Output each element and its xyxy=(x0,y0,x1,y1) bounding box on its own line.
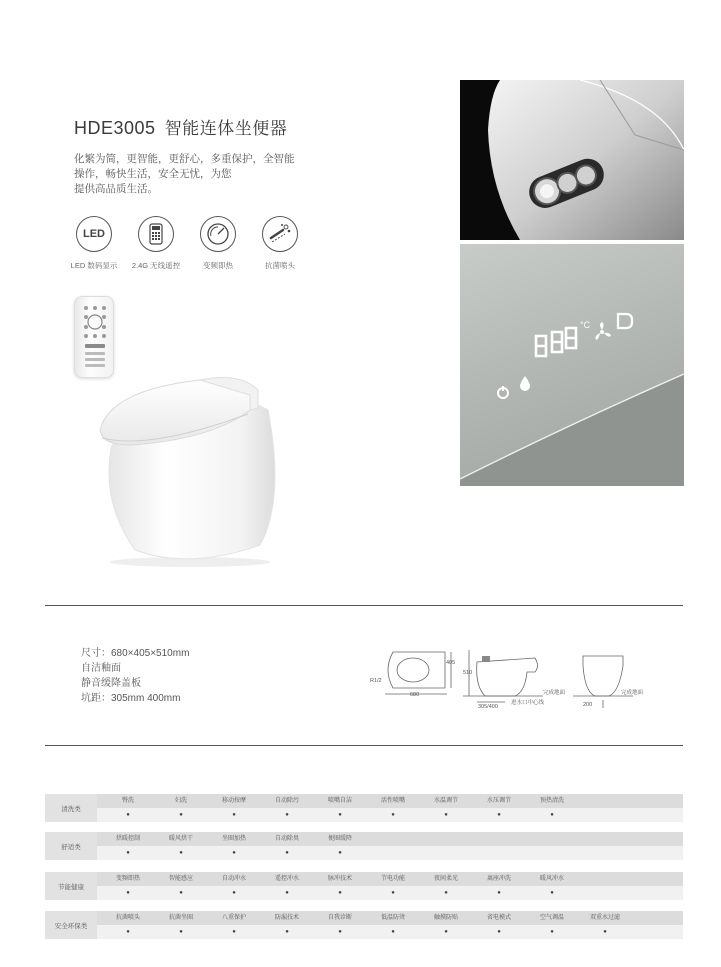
feature-cell xyxy=(472,872,526,900)
feature-cell xyxy=(313,872,367,900)
feature-name: 脉冲技术 xyxy=(327,876,352,882)
feature-name: 活性喷嘴 xyxy=(380,798,405,804)
feature-name: 移动按摩 xyxy=(221,798,246,804)
diagram-label: 完成地面 xyxy=(621,690,644,696)
feature-name: 水温调节 xyxy=(433,798,458,804)
diagram-label: 完成地面 xyxy=(543,690,566,696)
feature-label: 变频即热 xyxy=(203,261,233,270)
feature-name: 暖风冲水 xyxy=(539,876,564,882)
diagram-label: 405 xyxy=(446,660,456,666)
category-label: 节能健康 xyxy=(45,872,97,900)
feature-cell xyxy=(419,911,473,939)
spec-lid: 静音缓降盖板 xyxy=(81,678,141,689)
feature-cell xyxy=(313,832,367,860)
diagram-label: 680 xyxy=(410,692,420,698)
gauge-icon xyxy=(200,216,236,252)
feature-cell xyxy=(207,794,261,822)
feature-name: 变频即热 xyxy=(115,876,140,882)
spec-rough-in: 坑距：305mm 400mm xyxy=(81,693,181,704)
feature-dot: ● xyxy=(550,890,554,896)
feature-name: 低温防烫 xyxy=(380,915,405,921)
feature-dot: ● xyxy=(285,890,289,896)
diagram-label: 进水口中心线 xyxy=(511,700,545,706)
specifications xyxy=(81,646,189,706)
feature-cell xyxy=(101,872,155,900)
feature-dot: ● xyxy=(338,812,342,818)
feature-name: 喷嘴自洁 xyxy=(327,798,352,804)
feature-cell xyxy=(101,832,155,860)
feature-name: 妇洗 xyxy=(174,798,187,804)
feature-dot: ● xyxy=(444,929,448,935)
feature-cell xyxy=(207,911,261,939)
feature-dot: ● xyxy=(603,929,607,935)
feature-name: 预热清洗 xyxy=(539,798,564,804)
feature-name: 水压调节 xyxy=(486,798,511,804)
feature-dot: ● xyxy=(550,929,554,935)
technical-drawings xyxy=(365,636,665,712)
feature-cell xyxy=(154,911,208,939)
feature-dot: ● xyxy=(126,812,130,818)
feature-dot: ● xyxy=(497,890,501,896)
feature-cell xyxy=(101,794,155,822)
feature-name: 自动除臭 xyxy=(274,836,299,842)
feature-inverter xyxy=(186,216,250,271)
feature-cell xyxy=(260,832,314,860)
feature-name: 自动除污 xyxy=(274,798,299,804)
diagram-label: R1/2 xyxy=(370,678,382,684)
feature-name: 空气调温 xyxy=(539,915,564,921)
feature-name: 触摸防贴 xyxy=(433,915,458,921)
category-label: 舒适类 xyxy=(45,832,97,860)
feature-led xyxy=(62,216,126,271)
feature-cell xyxy=(578,911,632,939)
feature-dot: ● xyxy=(338,890,342,896)
feature-dot: ● xyxy=(179,890,183,896)
feature-dot: ● xyxy=(497,929,501,935)
feature-cell xyxy=(366,794,420,822)
feature-dot: ● xyxy=(338,929,342,935)
feature-name: 烘暖控制 xyxy=(115,836,140,842)
feature-dot: ● xyxy=(232,890,236,896)
remote-control-icon xyxy=(138,216,174,252)
feature-name: 防漏技术 xyxy=(274,915,299,921)
feature-name: 八重保护 xyxy=(221,915,246,921)
feature-cell xyxy=(154,872,208,900)
divider-line xyxy=(45,605,683,606)
feature-cell xyxy=(260,794,314,822)
intro-line: 提供高品质生活。 xyxy=(74,183,158,195)
feature-cell xyxy=(525,872,579,900)
feature-name: 自我诊断 xyxy=(327,915,352,921)
feature-name: 智能感应 xyxy=(168,876,193,882)
control-buttons-photo xyxy=(460,80,684,240)
feature-cell xyxy=(154,794,208,822)
feature-dot: ● xyxy=(550,812,554,818)
feature-cell xyxy=(366,872,420,900)
feature-row-safety xyxy=(45,911,683,939)
feature-name: 抗菌喷头 xyxy=(115,915,140,921)
feature-cell xyxy=(260,872,314,900)
feature-cell xyxy=(419,794,473,822)
feature-name: 夜间柔光 xyxy=(433,876,458,882)
feature-dot: ● xyxy=(338,850,342,856)
feature-dot: ● xyxy=(285,812,289,818)
feature-name: 臀洗 xyxy=(121,798,134,804)
feature-dot: ● xyxy=(232,850,236,856)
feature-name: 遥控冲水 xyxy=(274,876,299,882)
antibacterial-nozzle-icon xyxy=(262,216,298,252)
product-title xyxy=(74,114,287,139)
svg-text:°C: °C xyxy=(580,320,591,330)
feature-cell xyxy=(313,911,367,939)
category-label: 安全环保类 xyxy=(45,911,97,939)
spec-size: 尺寸：680×405×510mm xyxy=(81,648,190,659)
feature-dot: ● xyxy=(285,850,289,856)
feature-cell xyxy=(472,911,526,939)
feature-icons xyxy=(62,216,312,276)
feature-cell xyxy=(207,872,261,900)
product-name: 智能连体坐便器 xyxy=(164,119,288,138)
feature-name: 暖风烘干 xyxy=(168,836,193,842)
feature-name: 抗菌坐圈 xyxy=(168,915,193,921)
spec-glaze: 自洁釉面 xyxy=(81,663,121,674)
feature-cell xyxy=(207,832,261,860)
diagram-label: 510 xyxy=(463,670,473,676)
intro-line: 操作，畅快生活，安全无忧，为您 xyxy=(74,168,232,180)
feature-label: 抗菌喷头 xyxy=(265,261,295,270)
feature-nozzle xyxy=(248,216,312,271)
feature-dot: ● xyxy=(391,812,395,818)
feature-dot: ● xyxy=(444,890,448,896)
feature-label: 2.4G 无线遥控 xyxy=(131,261,181,270)
led-icon: LED xyxy=(76,216,112,252)
feature-dot: ● xyxy=(391,890,395,896)
feature-dot: ● xyxy=(232,812,236,818)
feature-remote xyxy=(124,216,188,271)
feature-name: 节电功能 xyxy=(380,876,405,882)
feature-label: LED 数码显示 xyxy=(70,261,118,270)
feature-dot: ● xyxy=(444,812,448,818)
intro-text xyxy=(74,152,304,197)
feature-row-comfort xyxy=(45,832,683,860)
feature-name: 省电模式 xyxy=(486,915,511,921)
feature-cell xyxy=(525,794,579,822)
diagram-label: 305/400 xyxy=(478,704,498,710)
feature-name: 自动冲水 xyxy=(221,876,246,882)
feature-name: 双重水过滤 xyxy=(589,915,620,921)
feature-row-energy xyxy=(45,872,683,900)
feature-cell xyxy=(260,911,314,939)
toilet-product-image xyxy=(90,350,290,570)
led-display-photo xyxy=(460,244,684,486)
feature-dot: ● xyxy=(391,929,395,935)
feature-dot: ● xyxy=(179,929,183,935)
feature-cell xyxy=(101,911,155,939)
feature-dot: ● xyxy=(285,929,289,935)
feature-name: 便圈缓降 xyxy=(327,836,352,842)
feature-cell xyxy=(472,794,526,822)
model-number: HDE3005 xyxy=(74,118,156,138)
intro-line: 化繁为简，更智能，更舒心，多重保护，全智能 xyxy=(74,153,295,165)
divider-line xyxy=(45,745,683,746)
feature-dot: ● xyxy=(126,850,130,856)
feature-row-cleaning xyxy=(45,794,683,822)
feature-dot: ● xyxy=(179,812,183,818)
feature-cell xyxy=(366,911,420,939)
feature-cell xyxy=(154,832,208,860)
feature-cell xyxy=(313,794,367,822)
feature-cell xyxy=(419,872,473,900)
feature-dot: ● xyxy=(232,929,236,935)
feature-name: 坐圈加热 xyxy=(221,836,246,842)
feature-dot: ● xyxy=(497,812,501,818)
diagram-label: 200 xyxy=(583,702,593,708)
feature-dot: ● xyxy=(126,929,130,935)
feature-cell xyxy=(525,911,579,939)
feature-dot: ● xyxy=(126,890,130,896)
feature-dot: ● xyxy=(179,850,183,856)
category-label: 清洗类 xyxy=(45,794,97,822)
feature-name: 离座冲洗 xyxy=(486,876,511,882)
